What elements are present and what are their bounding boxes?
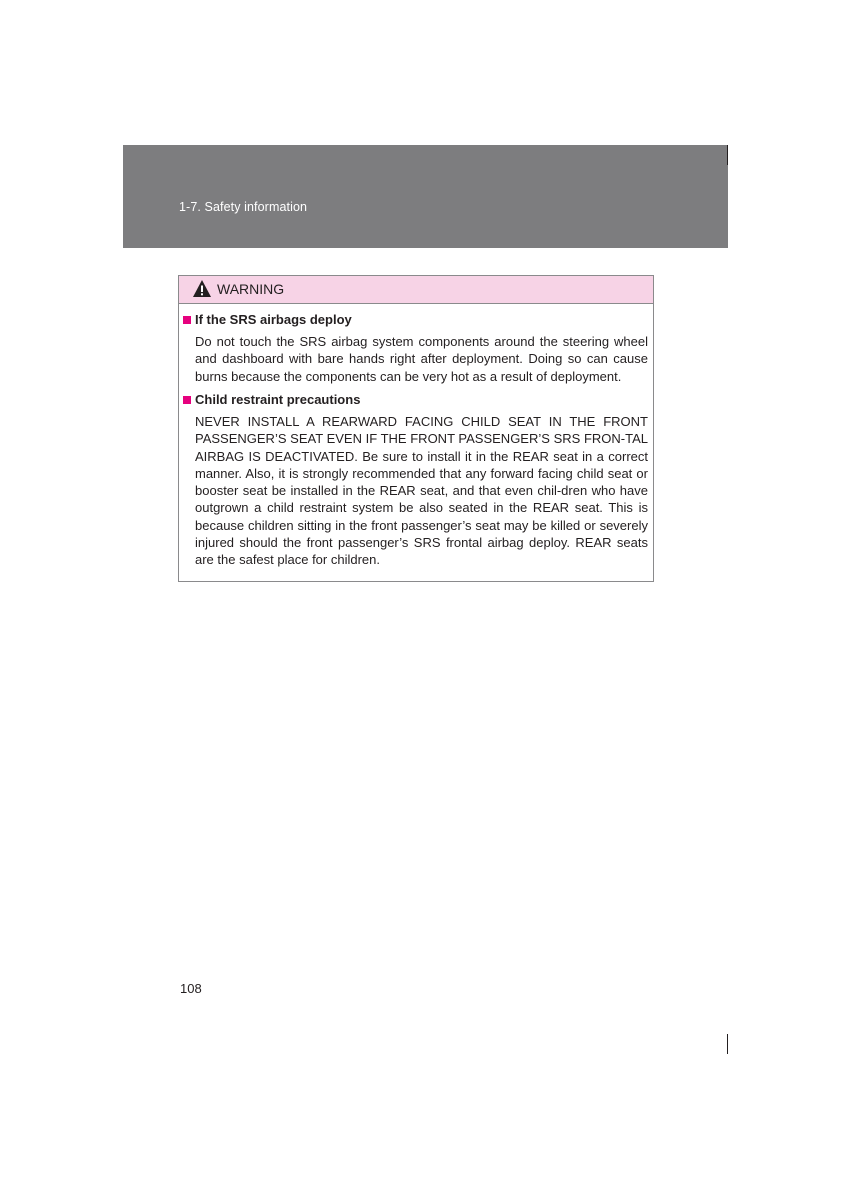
crop-mark-top: [727, 145, 728, 165]
bullet-square-icon: [183, 316, 191, 324]
warning-triangle-icon: [192, 279, 212, 298]
section-body: NEVER INSTALL A REARWARD FACING CHILD SEAT IN THE FRONT PASSENGER’S SEAT EVEN IF THE FRONT PASSENGER’S SRS FRON-TAL AIRBAG IS DEACTIVATED. Be sure to install it in the REAR seat in a correct manner. Also, it is strongly recommended that any forward facing child seat or booster seat be installed in the REAR seat, and that even chil-dren who have outgrown a child restraint system be also seated in the REAR seat. This is because children sitting in the front passenger’s seat may be killed or severely injured should the front passenger’s SRS frontal airbag deploy. REAR seats are the safest place for children.: [195, 414, 648, 568]
section-heading-text: Child restraint precautions: [195, 392, 361, 407]
section-airbag-deploy: [183, 311, 648, 385]
section-label: 1-7. Safety information: [179, 200, 308, 214]
page-number: 108: [180, 981, 202, 996]
chapter-header: [123, 145, 728, 248]
section-heading: [183, 311, 648, 329]
crop-mark-bottom: [727, 1034, 728, 1054]
section-heading-text: If the SRS airbags deploy: [195, 312, 352, 327]
section-body: Do not touch the SRS airbag system components around the steering wheel and dashboard with bare hands right after deployment. Doing so can cause burns because the components can be very hot as a result of deployment.: [195, 334, 648, 384]
warning-title: WARNING: [217, 281, 285, 297]
section-heading: [183, 391, 648, 409]
warning-box: [178, 275, 654, 582]
warning-header: [179, 276, 653, 304]
section-child-restraint: [183, 391, 648, 569]
bullet-square-icon: [183, 396, 191, 404]
